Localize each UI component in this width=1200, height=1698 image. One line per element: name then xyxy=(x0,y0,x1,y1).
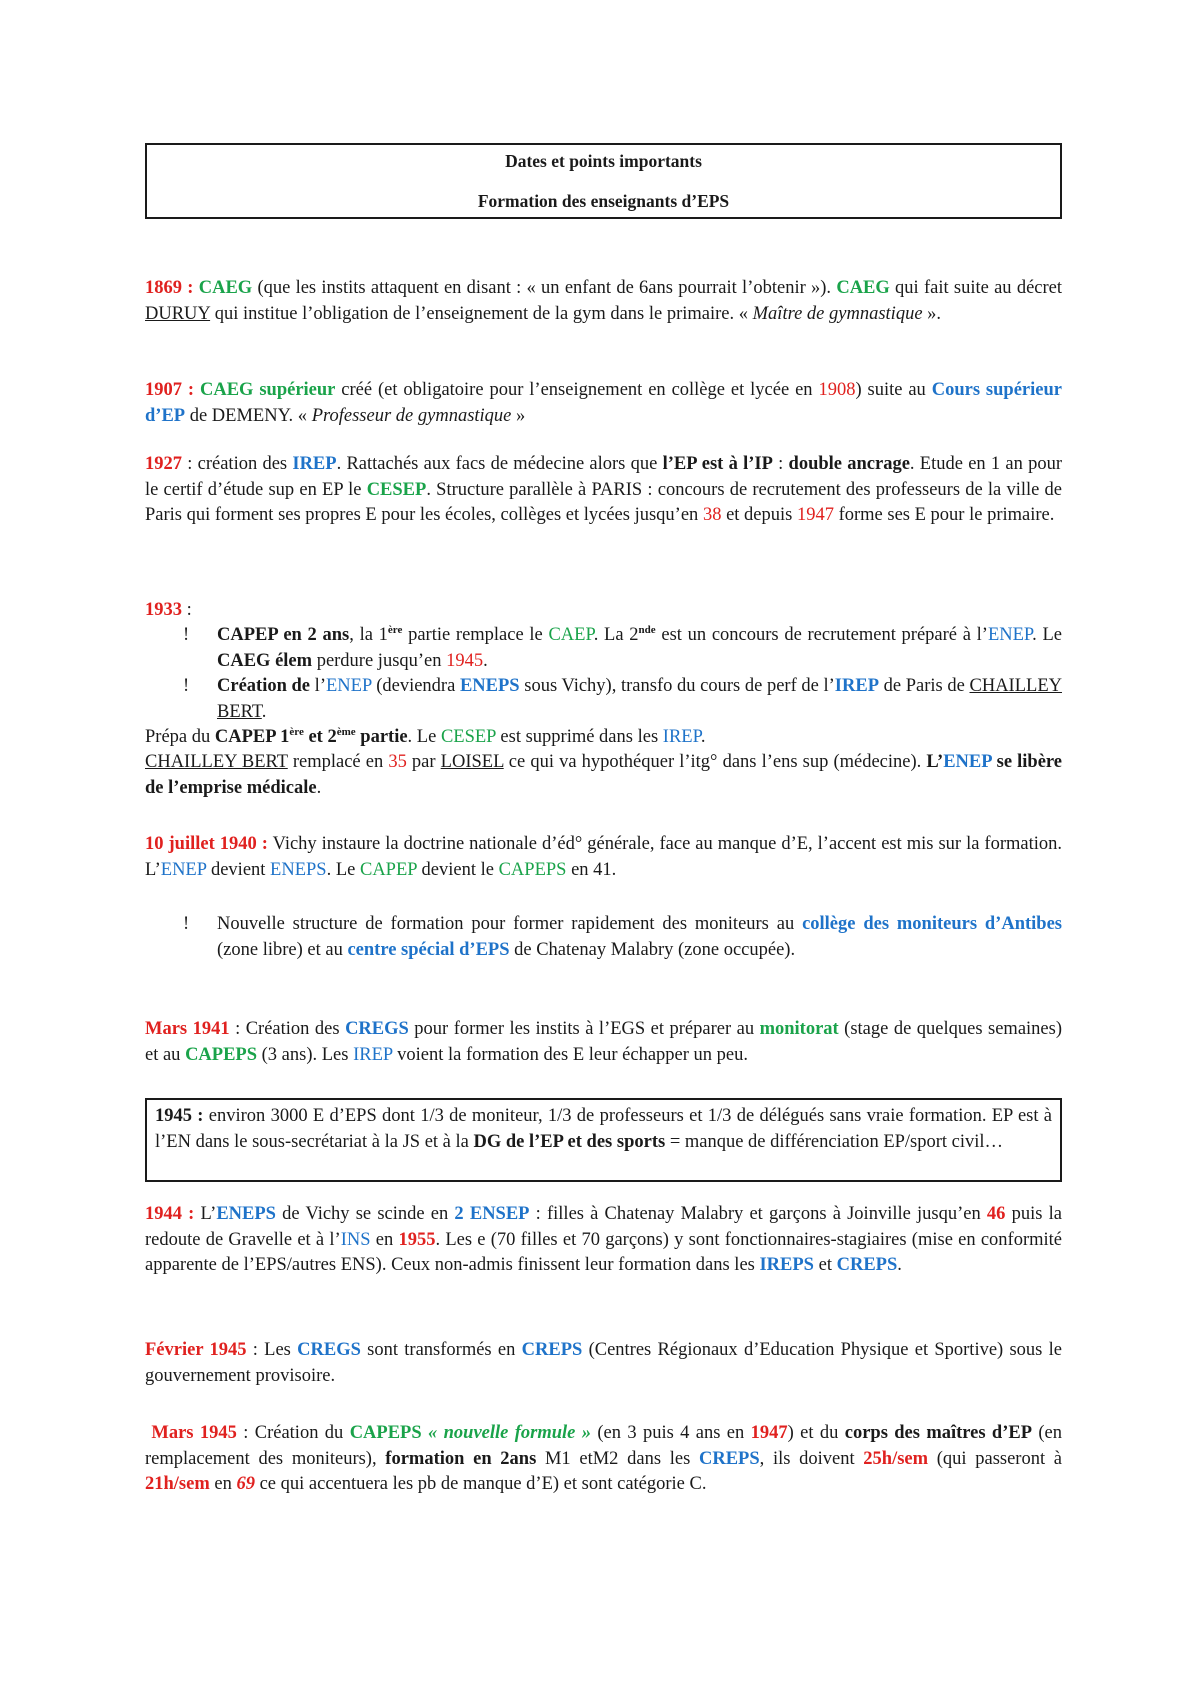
text: puis la redoute de Gravelle et à l’ xyxy=(145,1204,1062,1250)
term-irep: IREP xyxy=(353,1044,393,1065)
text: (qui passeront à xyxy=(928,1448,1062,1469)
section-mars-1941 xyxy=(145,1017,1062,1068)
year-1955: 1955 xyxy=(398,1229,436,1250)
text: , ils doivent xyxy=(759,1448,864,1469)
section-1940-bullet xyxy=(145,912,1062,963)
year-1869: 1869 : xyxy=(145,278,194,298)
text: et 2 xyxy=(303,727,337,747)
text: : filles à Chatenay Malabry et garçons à Joinville jusqu’en xyxy=(529,1204,987,1224)
term-caep: CAEP xyxy=(548,625,594,645)
text: environ 3000 E d’EPS dont 1/3 de moniteur, 1/3 de professeurs et 1/3 de délégués sans vraie formation. EP est à l’EN dans le sous-secrétariat à la JS et à la xyxy=(155,1106,1052,1152)
term-cesep: CESEP xyxy=(366,479,427,500)
year-1907: 1907 : xyxy=(145,380,195,400)
document-title: Dates et points importants xyxy=(505,151,702,171)
text: sous Vichy), transfo du cours de perf de l’ xyxy=(519,676,835,696)
text: ». xyxy=(922,303,942,324)
term-monitorat: monitorat xyxy=(759,1019,839,1039)
text: en 41. xyxy=(566,859,617,880)
text: de Paris de xyxy=(879,676,970,696)
term-cesep: CESEP xyxy=(440,727,496,747)
term-caeg-superieur: CAEG supérieur xyxy=(199,380,336,400)
text: et xyxy=(813,1255,837,1275)
term-capep-2-ans: CAPEP en 2 ans xyxy=(217,625,350,645)
text: remplacé en xyxy=(287,752,389,772)
text: est supprimé dans les xyxy=(495,727,663,747)
text: l’ xyxy=(310,676,326,696)
text: devient xyxy=(206,859,271,880)
text: de DEMENY. « xyxy=(185,405,312,426)
text: par xyxy=(406,752,441,772)
term-irep: IREP xyxy=(292,454,337,474)
year-1945: 1945 : xyxy=(155,1106,204,1126)
term-capeps: CAPEPS xyxy=(185,1044,258,1065)
term-caeg-elem: CAEG élem xyxy=(217,650,313,671)
text: créé (et obligatoire pour l’enseignement en collège et lycée en xyxy=(335,380,819,400)
term-irep: IREP xyxy=(662,727,701,747)
term-cregs: CREGS xyxy=(297,1340,361,1360)
text: (en 3 puis 4 ans en xyxy=(590,1423,751,1443)
section-1927 xyxy=(145,452,1062,529)
text: . Le xyxy=(1032,625,1062,645)
date-mars-1941: Mars 1941 xyxy=(145,1019,230,1039)
section-1933-bullet-2 xyxy=(145,674,1062,725)
text: (3 ans). Les xyxy=(257,1044,354,1065)
text: : Les xyxy=(246,1340,298,1360)
text: Prépa du xyxy=(145,727,215,747)
text: devient le xyxy=(416,859,499,880)
section-1933-prepa xyxy=(145,725,1062,751)
term-enep: ENEP xyxy=(325,676,372,696)
text: . xyxy=(483,650,488,671)
text: . Structure parallèle à PARIS : concours de recrutement des professeurs de la ville de Paris qui forment ses propres E pour les écoles, collèges et lycées jusqu’en xyxy=(145,479,1063,525)
bullet-marker: ! xyxy=(183,914,190,934)
text: . Etude en 1 an pour le certif d’étude sup en EP le xyxy=(145,454,1063,500)
text: perdure jusqu’en xyxy=(312,650,447,671)
text: . Le xyxy=(326,859,360,880)
year-1944: 1944 : xyxy=(145,1204,195,1224)
name-loisel: LOISEL xyxy=(440,752,504,772)
text: M1 etM2 dans les xyxy=(536,1448,699,1469)
hours-25: 25h/sem xyxy=(863,1448,929,1469)
year-46: 46 xyxy=(986,1204,1006,1224)
section-1907 xyxy=(145,378,1062,429)
text: partie xyxy=(355,727,408,747)
text: . xyxy=(897,1255,902,1275)
text: (stage de quelques semaines) et au xyxy=(145,1019,1062,1065)
section-1933-bullet-1 xyxy=(145,623,1062,674)
term-cregs: CREGS xyxy=(345,1019,409,1039)
term-caeg: CAEG xyxy=(198,278,253,298)
text: et depuis xyxy=(721,505,797,525)
section-1940 xyxy=(145,832,1062,883)
term-caeg: CAEG xyxy=(836,278,890,298)
date-fevrier-1945: Février 1945 xyxy=(145,1340,247,1360)
emphasis-double-ancrage: double ancrage xyxy=(788,454,910,474)
year-1947: 1947 xyxy=(796,505,834,525)
text: = manque de différenciation EP/sport civil… xyxy=(665,1131,1004,1152)
text: . xyxy=(261,701,267,722)
text: : xyxy=(182,600,192,620)
term-creps: CREPS xyxy=(698,1448,760,1469)
year-1947: 1947 xyxy=(750,1423,788,1443)
term-centre-special: centre spécial d’EPS xyxy=(347,939,510,960)
term-creps: CREPS xyxy=(521,1340,583,1360)
superscript: ère xyxy=(387,623,403,636)
term-enep: ENEP xyxy=(160,859,207,880)
date-10-juillet-1940: 10 juillet 1940 : xyxy=(145,834,268,854)
term-ins: INS xyxy=(340,1229,371,1250)
text: . La 2 xyxy=(593,625,639,645)
emphasis-ep-ip: l’EP est à l’IP xyxy=(662,454,773,474)
text: qui fait suite au décret xyxy=(889,278,1062,298)
text: L’ xyxy=(926,752,944,772)
title-box xyxy=(145,143,1062,219)
section-1933-chailley xyxy=(145,750,1062,801)
emphasis-dg: DG de l’EP et des sports xyxy=(473,1131,666,1152)
text: partie remplace le xyxy=(402,625,549,645)
text: de Chatenay Malabry (zone occupée). xyxy=(509,939,796,960)
name-chailley-bert: CHAILLEY BERT xyxy=(217,676,1062,722)
term-capeps: CAPEPS xyxy=(498,859,567,880)
year-1908: 1908 xyxy=(818,380,856,400)
text: pour former les instits à l’EGS et préparer au xyxy=(408,1019,760,1039)
text: : création des xyxy=(182,454,293,474)
term-ireps: IREPS xyxy=(759,1255,814,1275)
term-enep: ENEP xyxy=(943,752,992,772)
emphasis-libere: se libère de l’emprise médicale xyxy=(145,752,1063,798)
text: (zone libre) et au xyxy=(217,939,348,960)
section-fevrier-1945 xyxy=(145,1338,1062,1389)
text: , la 1 xyxy=(349,625,388,645)
bullet-marker: ! xyxy=(183,676,190,696)
text: Nouvelle structure de formation pour former rapidement des moniteurs au xyxy=(217,914,803,934)
term-creps: CREPS xyxy=(836,1255,898,1275)
name-duruy: DURUY xyxy=(145,303,211,324)
section-mars-1945 xyxy=(145,1421,1062,1498)
text: voient la formation des E leur échapper un peu. xyxy=(392,1044,748,1065)
text: . xyxy=(700,727,706,747)
year-1933: 1933 xyxy=(145,600,182,620)
text: : xyxy=(772,454,789,474)
text: . Le xyxy=(407,727,441,747)
text: . Rattachés aux facs de médecine alors que xyxy=(336,454,663,474)
term-ensep: 2 ENSEP xyxy=(454,1204,530,1224)
text: (que les instits attaquent en disant : « un enfant de 6ans pourrait l’obtenir »). xyxy=(252,278,837,298)
text: : Création des xyxy=(229,1019,346,1039)
year-1927: 1927 xyxy=(145,454,182,474)
text: en xyxy=(370,1229,399,1250)
text: : Création du xyxy=(236,1423,350,1443)
text: de Vichy se scinde en xyxy=(275,1204,455,1224)
section-1933-heading xyxy=(145,598,1062,624)
text: est un concours de recrutement préparé à l’ xyxy=(655,625,988,645)
quote-professeur: Professeur de gymnastique xyxy=(311,405,512,426)
text: L’ xyxy=(194,1204,217,1224)
text: qui institue l’obligation de l’enseignement de la gym dans le primaire. « xyxy=(210,303,753,324)
text: forme ses E pour le primaire. xyxy=(833,505,1055,525)
year-1945: 1945 xyxy=(446,650,484,671)
text: Vichy instaure la doctrine nationale d’éd° générale, face au manque d’E, l’accent est mis sur la formation. L’ xyxy=(145,834,1062,880)
text: . Les e (70 filles et 70 garçons) y sont fonctionnaires-stagiaires (mise en conformité apparente de l’EPS/autres ENS). Ceux non-admis finissent leur formation dans les xyxy=(145,1229,1063,1275)
term-capep: CAPEP 1 xyxy=(214,727,290,747)
section-1944 xyxy=(145,1202,1062,1279)
term-eneps: ENEPS xyxy=(270,859,327,880)
year-69: 69 xyxy=(236,1474,255,1494)
term-capeps: CAPEPS xyxy=(349,1423,422,1443)
text: en xyxy=(209,1474,237,1494)
text: (en remplacement des moniteurs), xyxy=(145,1423,1063,1469)
document-subtitle: Formation des enseignants d’EPS xyxy=(477,191,730,211)
superscript: ère xyxy=(289,725,304,738)
quote-maitre: Maître de gymnastique xyxy=(752,303,923,324)
name-chailley-bert: CHAILLEY BERT xyxy=(145,752,288,772)
text: ce qui va hypothéquer l’itg° dans l’ens sup (médecine). xyxy=(503,752,927,772)
term-cours-superieur: Cours supérieur d’EP xyxy=(145,380,1062,426)
term-eneps: ENEPS xyxy=(216,1204,276,1224)
text: » xyxy=(511,405,526,426)
term-capep: CAPEP xyxy=(359,859,417,880)
emphasis-corps-maitres: corps des maîtres d’EP xyxy=(844,1423,1033,1443)
text: (deviendra xyxy=(371,676,460,696)
term-enep: ENEP xyxy=(987,625,1033,645)
superscript: nde xyxy=(638,623,656,636)
bullet-marker: ! xyxy=(183,625,190,645)
text: . xyxy=(316,777,322,798)
text: ) et du xyxy=(787,1423,845,1443)
term-irep: IREP xyxy=(834,676,879,696)
text: ) suite au xyxy=(855,380,932,400)
text: (Centres Régionaux d’Education Physique et Sportive) sous le gouvernement provisoire. xyxy=(145,1340,1063,1386)
box-1945 xyxy=(145,1098,1062,1182)
hours-21: 21h/sem xyxy=(145,1474,210,1494)
section-1869 xyxy=(145,276,1062,327)
year-35: 35 xyxy=(388,752,407,772)
year-38: 38 xyxy=(702,505,722,525)
text: ce qui accentuera les pb de manque d’E) et sont catégorie C. xyxy=(254,1474,707,1494)
text: sont transformés en xyxy=(360,1340,522,1360)
emphasis-formation-2ans: formation en 2ans xyxy=(385,1448,537,1469)
date-mars-1945: Mars 1945 xyxy=(151,1423,237,1443)
term-eneps: ENEPS xyxy=(459,676,520,696)
emphasis-creation: Création de xyxy=(217,676,311,696)
term-college-moniteurs: collège des moniteurs d’Antibes xyxy=(802,914,1062,934)
term-nouvelle-formule: « nouvelle formule » xyxy=(421,1423,591,1443)
superscript: ème xyxy=(336,725,356,738)
